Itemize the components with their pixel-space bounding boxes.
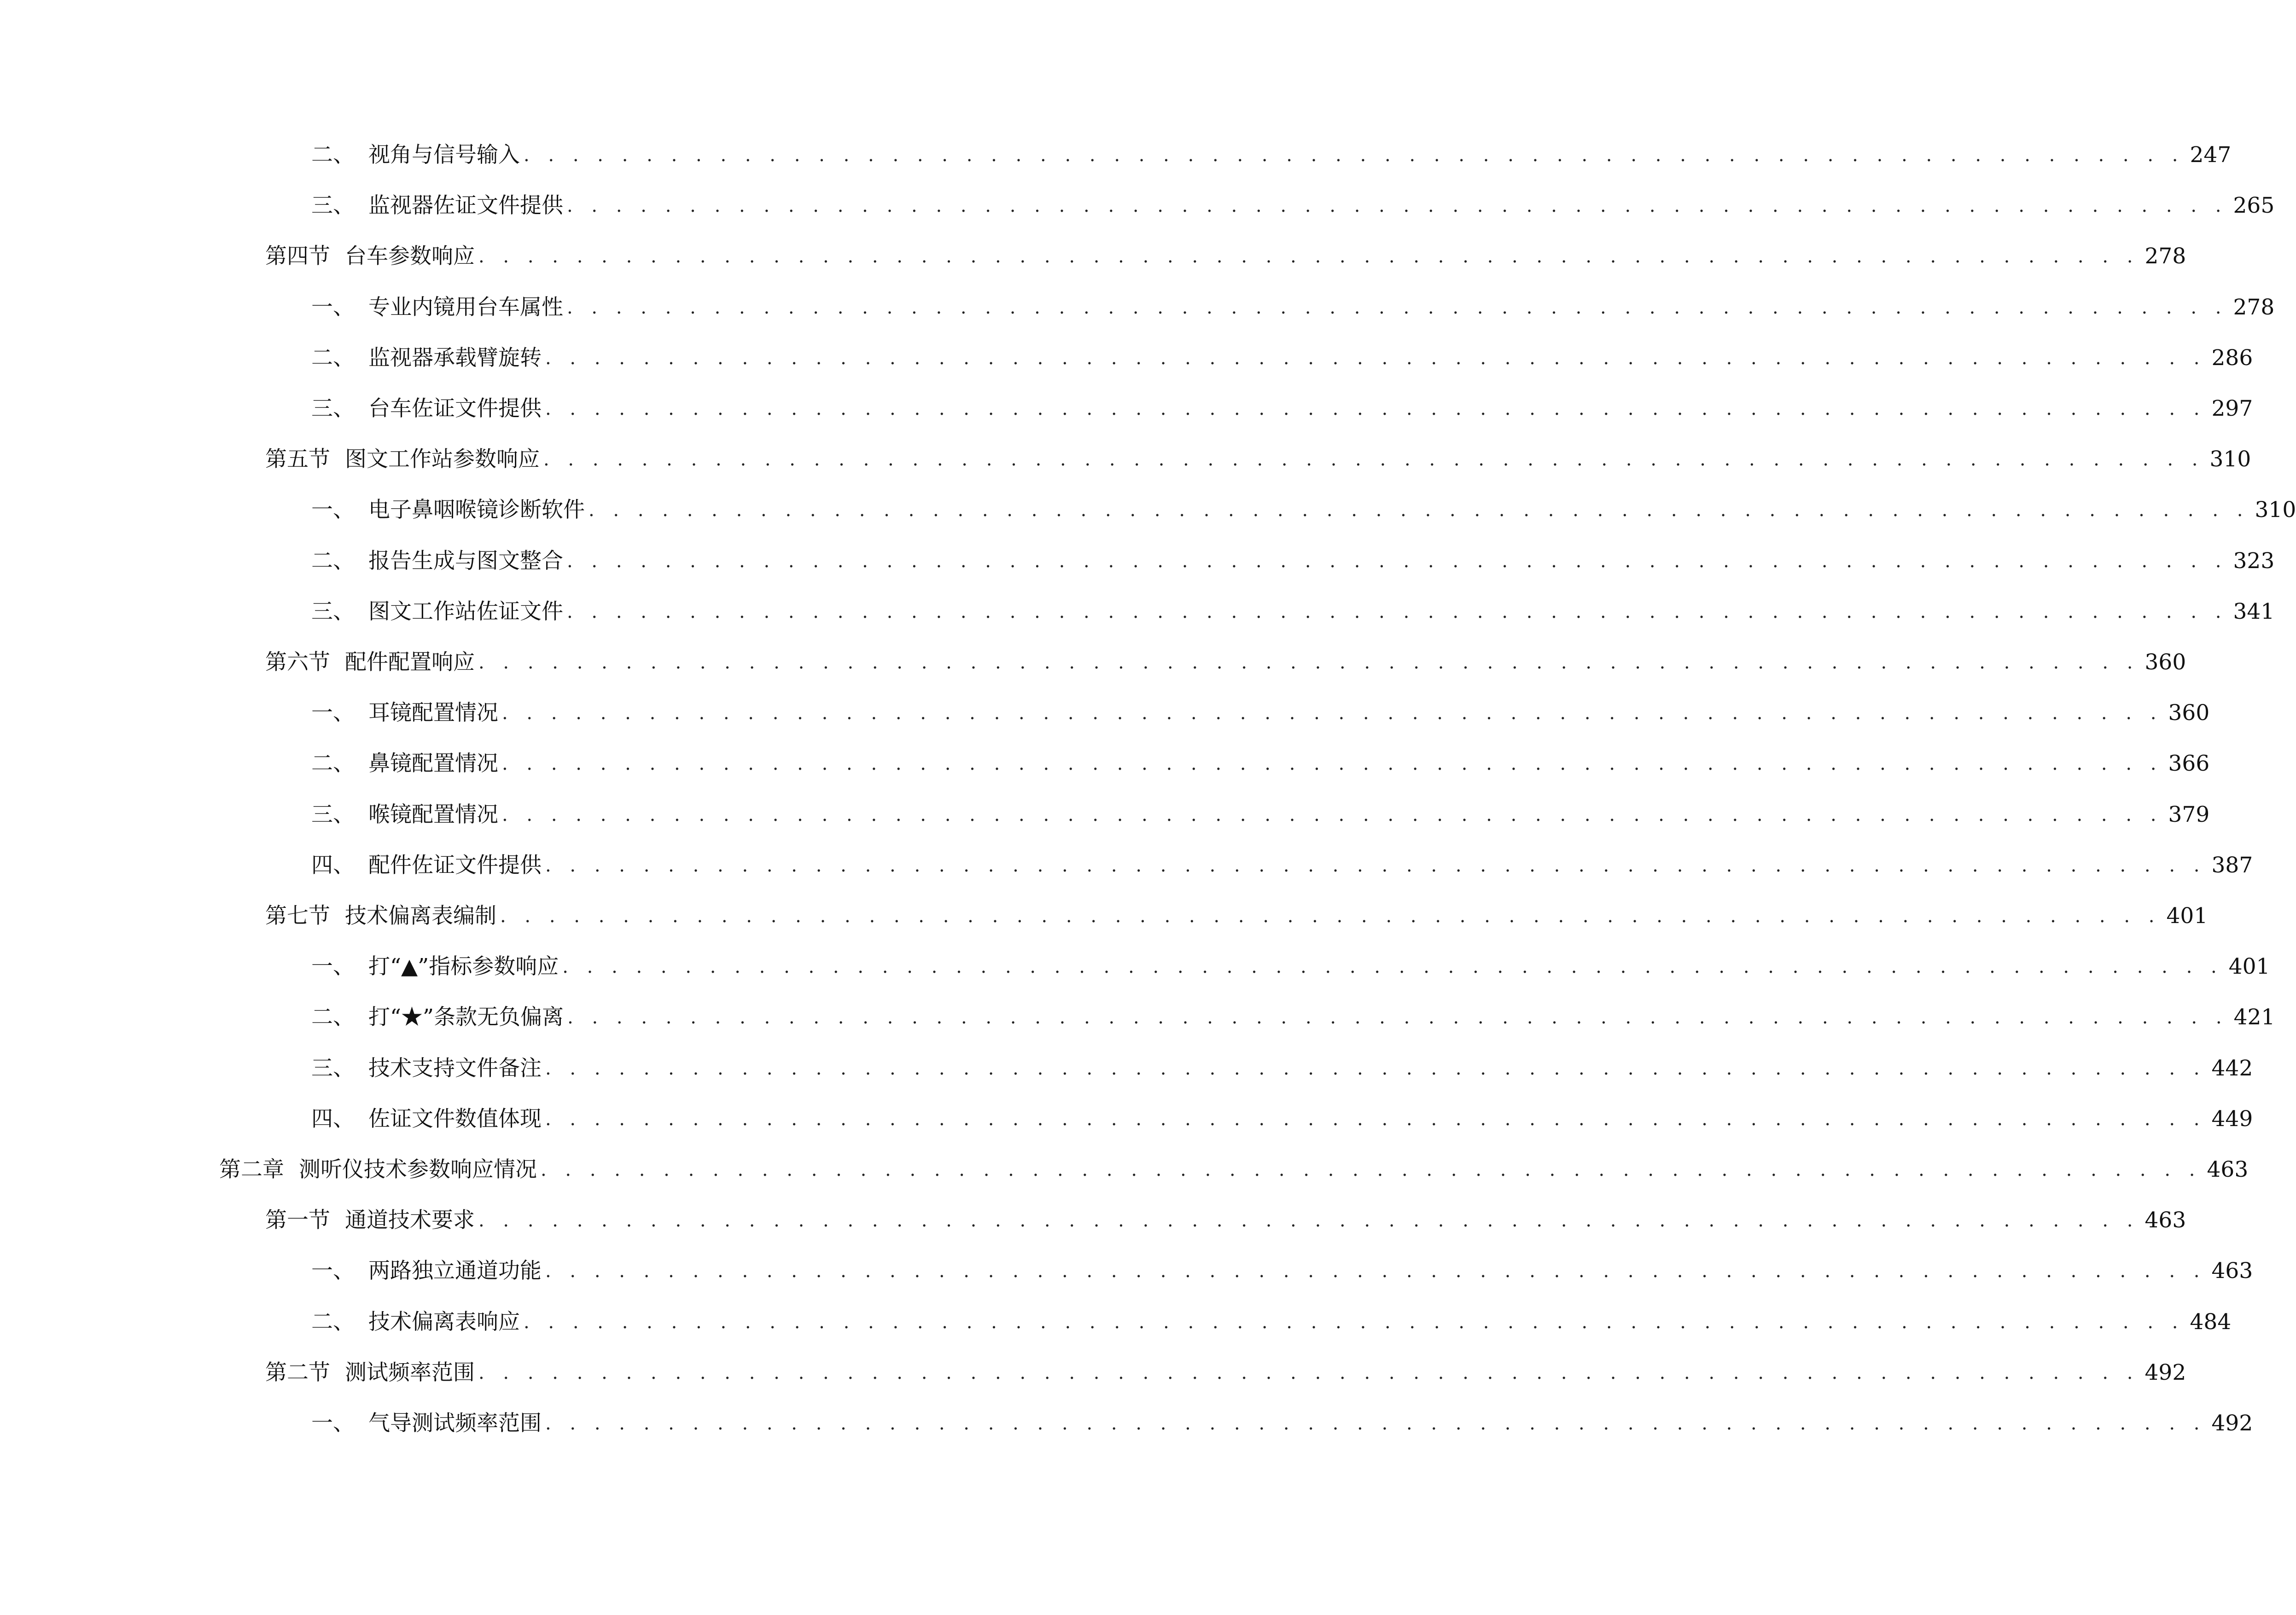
toc-leader-dots: . . . . . . . . . . . . . . . . . . . . . . . . . . . . . . . . . . . . . . . . . . . . . . . . . . . . . . . . . . . . . . . . . . . . xyxy=(478,652,2139,673)
toc-entry-page-number: 310 xyxy=(2255,497,2296,523)
toc-entry-page-number: 449 xyxy=(2211,1106,2253,1132)
toc-entry[interactable] xyxy=(311,137,2232,174)
toc-leader-dots: . . . . . . . . . . . . . . . . . . . . . . . . . . . . . . . . . . . . . . . . . . . . . . . . . . . . . . . . . . . . . . . . . . . . xyxy=(478,1362,2139,1383)
toc-entry-title: 耳镜配置情况 xyxy=(368,700,498,726)
toc-entry[interactable] xyxy=(311,948,2270,985)
toc-leader-dots: . . . . . . . . . . . . . . . . . . . . . . . . . . . . . . . . . . . . . . . . . . . . . . . . . . . . . . . . . . . . . . . . . . . . xyxy=(589,500,2249,521)
toc-entry-number: 四、 xyxy=(311,1106,355,1132)
toc-entry-page-number: 421 xyxy=(2233,1005,2275,1030)
toc-entry-number: 一、 xyxy=(311,497,355,523)
toc-entry-page-number: 323 xyxy=(2233,548,2275,574)
toc-entry-number: 第五节 xyxy=(265,447,330,472)
toc-entry-number: 一、 xyxy=(311,700,355,726)
toc-entry-title: 电子鼻咽喉镜诊断软件 xyxy=(368,497,585,523)
toc-entry[interactable] xyxy=(265,238,2186,275)
toc-leader-dots: . . . . . . . . . . . . . . . . . . . . . . . . . . . . . . . . . . . . . . . . . . . . . . . . . . . . . . . . . . . . . . . . . . . . xyxy=(567,1007,2228,1028)
toc-entry-title: 台车佐证文件提供 xyxy=(368,396,542,421)
toc-entry-number: 二、 xyxy=(311,345,355,371)
toc-entry-number: 二、 xyxy=(311,548,355,574)
toc-entry-page-number: 401 xyxy=(2166,903,2208,929)
toc-entry-title: 打“▲”指标参数响应 xyxy=(368,954,559,980)
toc-entry[interactable] xyxy=(311,847,2253,884)
toc-entry-number: 四、 xyxy=(311,852,355,878)
toc-entry[interactable] xyxy=(311,289,2275,326)
toc-entry-page-number: 360 xyxy=(2144,650,2186,675)
toc-entry-title: 打“★”条款无负偏离 xyxy=(368,1005,564,1030)
toc-entry-number: 一、 xyxy=(311,1258,355,1284)
toc-entry-title: 通道技术要求 xyxy=(345,1208,475,1233)
toc-entry-page-number: 265 xyxy=(2233,193,2275,219)
toc-entry-title: 技术偏离表编制 xyxy=(345,903,496,929)
toc-entry-number: 三、 xyxy=(311,598,355,624)
toc-entry-title: 两路独立通道功能 xyxy=(368,1258,542,1284)
toc-entry-title: 台车参数响应 xyxy=(345,244,475,269)
toc-leader-dots: . . . . . . . . . . . . . . . . . . . . . . . . . . . . . . . . . . . . . . . . . . . . . . . . . . . . . . . . . . . . . . . . . . . . xyxy=(567,601,2228,622)
toc-entry-number: 第一节 xyxy=(265,1208,330,1233)
toc-entry-page-number: 366 xyxy=(2168,751,2210,777)
toc-entry-page-number: 387 xyxy=(2211,852,2253,878)
toc-leader-dots: . . . . . . . . . . . . . . . . . . . . . . . . . . . . . . . . . . . . . . . . . . . . . . . . . . . . . . . . . . . . . . . . . . . . xyxy=(545,398,2206,419)
toc-leader-dots: . . . . . . . . . . . . . . . . . . . . . . . . . . . . . . . . . . . . . . . . . . . . . . . . . . . . . . . . . . . . . . . . . . . . xyxy=(562,956,2223,978)
toc-leader-dots: . . . . . . . . . . . . . . . . . . . . . . . . . . . . . . . . . . . . . . . . . . . . . . . . . . . . . . . . . . . . . . . . . . . . xyxy=(500,906,2161,927)
toc-entry-number: 第七节 xyxy=(265,903,330,929)
toc-leader-dots: . . . . . . . . . . . . . . . . . . . . . . . . . . . . . . . . . . . . . . . . . . . . . . . . . . . . . . . . . . . . . . . . . . . . xyxy=(502,703,2163,724)
toc-entry[interactable] xyxy=(219,1151,2249,1188)
toc-entry-title: 视角与信号输入 xyxy=(368,142,520,168)
toc-entry[interactable] xyxy=(311,187,2275,224)
toc-entry[interactable] xyxy=(265,1202,2186,1239)
toc-entry-title: 测听仪技术参数响应情况 xyxy=(299,1157,537,1182)
toc-entry-number: 三、 xyxy=(311,193,355,219)
toc-leader-dots: . . . . . . . . . . . . . . . . . . . . . . . . . . . . . . . . . . . . . . . . . . . . . . . . . . . . . . . . . . . . . . . . . . . . xyxy=(502,804,2163,825)
toc-entry-page-number: 492 xyxy=(2211,1411,2253,1436)
toc-entry-title: 监视器承载臂旋转 xyxy=(368,345,542,371)
toc-entry-page-number: 492 xyxy=(2144,1359,2186,1385)
toc-entry-page-number: 360 xyxy=(2168,700,2210,726)
toc-entry[interactable] xyxy=(311,695,2210,732)
toc-entry[interactable] xyxy=(311,593,2275,630)
toc-entry-number: 一、 xyxy=(311,294,355,320)
toc-leader-dots: . . . . . . . . . . . . . . . . . . . . . . . . . . . . . . . . . . . . . . . . . . . . . . . . . . . . . . . . . . . . . . . . . . . . xyxy=(543,449,2204,471)
toc-leader-dots: . . . . . . . . . . . . . . . . . . . . . . . . . . . . . . . . . . . . . . . . . . . . . . . . . . . . . . . . . . . . . . . . . . . . xyxy=(524,145,2185,166)
toc-entry-number: 三、 xyxy=(311,396,355,421)
toc-entry-page-number: 278 xyxy=(2233,294,2275,320)
toc-entry-title: 鼻镜配置情况 xyxy=(368,751,498,777)
toc-entry[interactable] xyxy=(311,745,2210,782)
toc-leader-dots: . . . . . . . . . . . . . . . . . . . . . . . . . . . . . . . . . . . . . . . . . . . . . . . . . . . . . . . . . . . . . . . . . . . . xyxy=(545,1261,2206,1282)
toc-entry-page-number: 442 xyxy=(2211,1055,2253,1081)
toc-entry-title: 图文工作站佐证文件 xyxy=(368,598,563,624)
toc-entry-title: 喉镜配置情况 xyxy=(368,802,498,827)
toc-entry-page-number: 401 xyxy=(2228,954,2270,980)
toc-leader-dots: . . . . . . . . . . . . . . . . . . . . . . . . . . . . . . . . . . . . . . . . . . . . . . . . . . . . . . . . . . . . . . . . . . . . xyxy=(541,1159,2202,1180)
toc-entry[interactable] xyxy=(311,340,2253,377)
toc-entry-title: 图文工作站参数响应 xyxy=(345,447,540,472)
toc-entry-page-number: 278 xyxy=(2144,244,2186,269)
toc-entry-page-number: 463 xyxy=(2144,1208,2186,1233)
toc-entry-number: 第四节 xyxy=(265,244,330,269)
toc-leader-dots: . . . . . . . . . . . . . . . . . . . . . . . . . . . . . . . . . . . . . . . . . . . . . . . . . . . . . . . . . . . . . . . . . . . . xyxy=(567,296,2228,318)
toc-entry[interactable] xyxy=(311,1405,2253,1442)
toc-entry[interactable] xyxy=(311,1304,2232,1341)
toc-entry-number: 三、 xyxy=(311,1055,355,1081)
toc-leader-dots: . . . . . . . . . . . . . . . . . . . . . . . . . . . . . . . . . . . . . . . . . . . . . . . . . . . . . . . . . . . . . . . . . . . . xyxy=(545,347,2206,369)
toc-entry-title: 技术偏离表响应 xyxy=(368,1309,520,1335)
toc-entry-number: 一、 xyxy=(311,954,355,980)
toc-entry-title: 佐证文件数值体现 xyxy=(368,1106,542,1132)
toc-entry-page-number: 379 xyxy=(2168,802,2210,827)
toc-entry-number: 一、 xyxy=(311,1411,355,1436)
toc-entry-title: 技术支持文件备注 xyxy=(368,1055,542,1081)
toc-entry-title: 报告生成与图文整合 xyxy=(368,548,563,574)
toc-entry-title: 专业内镜用台车属性 xyxy=(368,294,563,320)
toc-entry[interactable] xyxy=(311,1253,2253,1290)
toc-entry-page-number: 463 xyxy=(2211,1258,2253,1284)
toc-leader-dots: . . . . . . . . . . . . . . . . . . . . . . . . . . . . . . . . . . . . . . . . . . . . . . . . . . . . . . . . . . . . . . . . . . . . xyxy=(567,550,2228,572)
toc-entry-page-number: 463 xyxy=(2207,1157,2249,1182)
toc-entry-page-number: 341 xyxy=(2233,598,2275,624)
toc-entry[interactable] xyxy=(265,644,2186,681)
toc-entry-title: 配件佐证文件提供 xyxy=(368,852,542,878)
toc-entry-title: 测试频率范围 xyxy=(345,1359,475,1385)
toc-entry-number: 第六节 xyxy=(265,650,330,675)
toc-entry-page-number: 247 xyxy=(2190,142,2232,168)
toc-leader-dots: . . . . . . . . . . . . . . . . . . . . . . . . . . . . . . . . . . . . . . . . . . . . . . . . . . . . . . . . . . . . . . . . . . . . xyxy=(478,1210,2139,1232)
toc-entry-page-number: 297 xyxy=(2211,396,2253,421)
toc-entry-number: 二、 xyxy=(311,142,355,168)
toc-leader-dots: . . . . . . . . . . . . . . . . . . . . . . . . . . . . . . . . . . . . . . . . . . . . . . . . . . . . . . . . . . . . . . . . . . . . xyxy=(545,1057,2206,1079)
toc-entry[interactable] xyxy=(265,441,2251,478)
toc-entry[interactable] xyxy=(265,1354,2186,1391)
toc-entry-number: 第二章 xyxy=(219,1157,284,1182)
toc-entry[interactable] xyxy=(311,1101,2253,1138)
toc-entry-page-number: 310 xyxy=(2209,447,2251,472)
toc-entry[interactable] xyxy=(311,492,2296,529)
toc-leader-dots: . . . . . . . . . . . . . . . . . . . . . . . . . . . . . . . . . . . . . . . . . . . . . . . . . . . . . . . . . . . . . . . . . . . . xyxy=(545,854,2206,876)
toc-entry-number: 二、 xyxy=(311,751,355,777)
toc-leader-dots: . . . . . . . . . . . . . . . . . . . . . . . . . . . . . . . . . . . . . . . . . . . . . . . . . . . . . . . . . . . . . . . . . . . . xyxy=(502,753,2163,775)
toc-entry-page-number: 286 xyxy=(2211,345,2253,371)
toc-leader-dots: . . . . . . . . . . . . . . . . . . . . . . . . . . . . . . . . . . . . . . . . . . . . . . . . . . . . . . . . . . . . . . . . . . . . xyxy=(478,246,2139,267)
toc-entry[interactable] xyxy=(311,796,2210,833)
toc-entry-number: 二、 xyxy=(311,1005,355,1030)
toc-leader-dots: . . . . . . . . . . . . . . . . . . . . . . . . . . . . . . . . . . . . . . . . . . . . . . . . . . . . . . . . . . . . . . . . . . . . xyxy=(545,1108,2206,1130)
toc-entry-title: 气导测试频率范围 xyxy=(368,1411,542,1436)
toc-entry[interactable] xyxy=(311,390,2253,427)
toc-entry[interactable] xyxy=(311,1050,2253,1087)
toc-entry-page-number: 484 xyxy=(2190,1309,2232,1335)
toc-entry-number: 三、 xyxy=(311,802,355,827)
toc-entry-number: 二、 xyxy=(311,1309,355,1335)
toc-entry[interactable] xyxy=(311,999,2275,1036)
toc-entry-title: 监视器佐证文件提供 xyxy=(368,193,563,219)
toc-entry[interactable] xyxy=(265,898,2208,935)
toc-leader-dots: . . . . . . . . . . . . . . . . . . . . . . . . . . . . . . . . . . . . . . . . . . . . . . . . . . . . . . . . . . . . . . . . . . . . xyxy=(567,195,2228,217)
toc-entry-title: 配件配置响应 xyxy=(345,650,475,675)
toc-leader-dots: . . . . . . . . . . . . . . . . . . . . . . . . . . . . . . . . . . . . . . . . . . . . . . . . . . . . . . . . . . . . . . . . . . . . xyxy=(524,1311,2185,1333)
toc-entry-number: 第二节 xyxy=(265,1359,330,1385)
toc-leader-dots: . . . . . . . . . . . . . . . . . . . . . . . . . . . . . . . . . . . . . . . . . . . . . . . . . . . . . . . . . . . . . . . . . . . . xyxy=(545,1413,2206,1434)
toc-entry[interactable] xyxy=(311,543,2275,580)
